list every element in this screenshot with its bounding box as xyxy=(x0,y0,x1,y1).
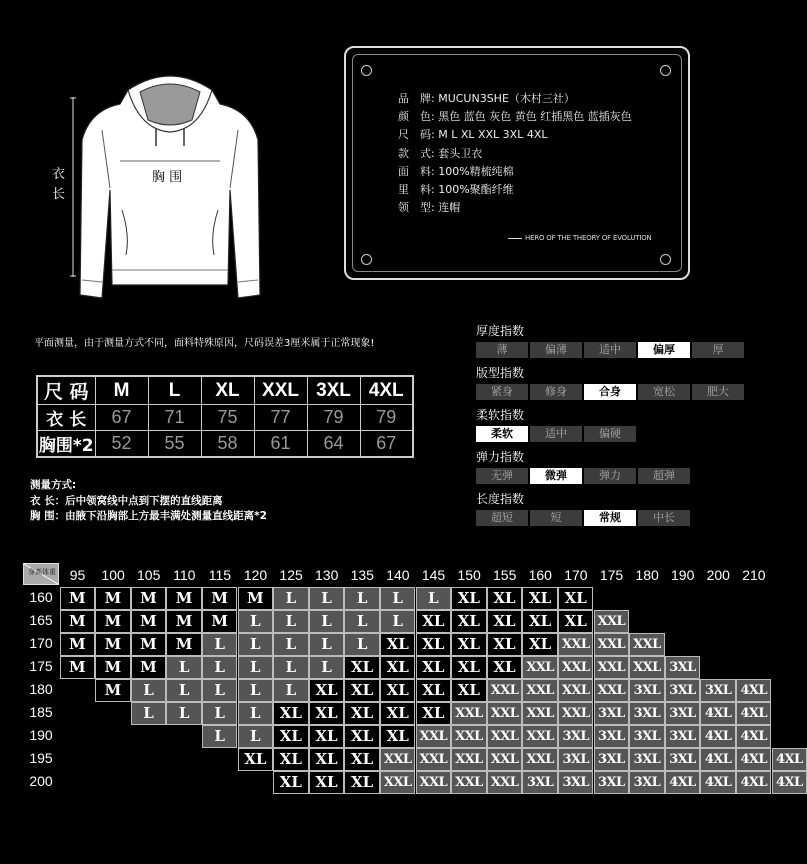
size-cell: XL xyxy=(380,633,416,656)
weight-label: 210 xyxy=(742,567,766,583)
size-cell: XL xyxy=(451,587,487,610)
size-cell: 3XL xyxy=(594,748,630,771)
card-rivet xyxy=(660,65,671,76)
index-option: 厚 xyxy=(692,342,744,358)
size-cell: XL xyxy=(273,725,309,748)
size-cell: XL xyxy=(451,610,487,633)
size-cell: XL xyxy=(416,633,452,656)
size-cell: XL xyxy=(344,725,380,748)
size-cell: L xyxy=(380,587,416,610)
size-cell: XL xyxy=(344,679,380,702)
size-cell: M xyxy=(166,633,202,656)
size-cell: M xyxy=(202,610,238,633)
index-option: 肥大 xyxy=(692,384,744,400)
card-rivet xyxy=(361,254,372,265)
size-cell: XXL xyxy=(487,771,523,794)
index-option: 偏厚 xyxy=(638,342,690,358)
weight-label: 120 xyxy=(243,567,268,583)
size-cell: M xyxy=(238,587,274,610)
index-options xyxy=(476,342,744,358)
size-cell: M xyxy=(131,587,167,610)
size-cell: M xyxy=(131,633,167,656)
index-options xyxy=(476,384,744,400)
size-cell: XL xyxy=(380,725,416,748)
card-rivet xyxy=(660,254,671,265)
size-cell: 3XL xyxy=(629,748,665,771)
size-cell: XL xyxy=(558,610,594,633)
height-label: 165 xyxy=(29,612,53,628)
length-label-1: 衣 xyxy=(52,167,66,182)
size-cell: XXL xyxy=(487,702,523,725)
info-row xyxy=(398,108,632,126)
size-cell: 4XL xyxy=(736,748,772,771)
info-key: 面 料: xyxy=(398,164,439,178)
size-cell: 3XL xyxy=(629,702,665,725)
size-table-row-label: 胸围*2 xyxy=(37,431,95,458)
weight-label: 160 xyxy=(528,567,552,583)
size-cell: XXL xyxy=(594,656,630,679)
height-label: 180 xyxy=(29,681,53,697)
weight-label: 100 xyxy=(101,567,125,583)
height-label: 175 xyxy=(29,658,53,674)
size-cell: XL xyxy=(487,610,523,633)
index-option: 偏硬 xyxy=(584,426,636,442)
weight-label: 150 xyxy=(457,567,481,583)
grid-corner-label: 身高体重 xyxy=(28,568,56,576)
size-cell: XXL xyxy=(380,771,416,794)
info-value: 100%精梳纯棉 xyxy=(438,164,514,178)
info-key: 里 料: xyxy=(398,183,439,197)
info-row xyxy=(398,199,632,217)
index-option: 超弹 xyxy=(638,468,690,484)
index-options xyxy=(476,468,690,484)
length-arrow xyxy=(70,97,76,277)
size-table-size: 3XL xyxy=(307,376,360,405)
size-cell: L xyxy=(273,610,309,633)
info-value: 黑色 蓝色 灰色 黄色 红插黑色 蓝插灰色 xyxy=(438,110,632,124)
height-label: 160 xyxy=(29,589,53,605)
size-cell: XL xyxy=(416,610,452,633)
size-cell: M xyxy=(95,679,131,702)
index-title: 柔软指数 xyxy=(476,408,525,422)
weight-label: 110 xyxy=(173,567,196,583)
size-cell: 4XL xyxy=(665,771,701,794)
size-cell: XL xyxy=(309,679,345,702)
size-cell: 4XL xyxy=(700,725,736,748)
size-cell: 3XL xyxy=(629,725,665,748)
size-cell: M xyxy=(95,587,131,610)
size-table-value: 67 xyxy=(360,431,413,458)
info-row xyxy=(398,181,632,199)
index-option: 修身 xyxy=(530,384,582,400)
size-table-value: 52 xyxy=(95,431,148,458)
index-option: 宽松 xyxy=(638,384,690,400)
size-cell: 3XL xyxy=(665,748,701,771)
size-cell: XL xyxy=(273,771,309,794)
size-table-value: 64 xyxy=(307,431,360,458)
size-cell: M xyxy=(166,610,202,633)
size-cell: XL xyxy=(309,748,345,771)
info-row xyxy=(398,145,632,163)
size-cell: 4XL xyxy=(700,748,736,771)
size-cell: XL xyxy=(380,656,416,679)
weight-label: 105 xyxy=(137,567,161,583)
size-cell: XXL xyxy=(487,748,523,771)
size-cell: M xyxy=(60,610,96,633)
grid-corner xyxy=(23,563,59,585)
size-cell: L xyxy=(238,633,274,656)
size-cell: L xyxy=(202,679,238,702)
index-title: 厚度指数 xyxy=(476,324,525,338)
size-cell: XL xyxy=(416,702,452,725)
size-cell: 3XL xyxy=(558,748,594,771)
index-option: 薄 xyxy=(476,342,528,358)
size-cell: XXL xyxy=(629,656,665,679)
size-table-size: XL xyxy=(201,376,254,405)
size-cell: 3XL xyxy=(558,771,594,794)
size-cell: M xyxy=(95,610,131,633)
size-cell: 3XL xyxy=(665,679,701,702)
index-title: 弹力指数 xyxy=(476,450,525,464)
index-option: 紧身 xyxy=(476,384,528,400)
index-title: 长度指数 xyxy=(476,492,525,506)
info-row xyxy=(398,163,632,181)
size-cell: 3XL xyxy=(629,771,665,794)
size-cell: XXL xyxy=(558,656,594,679)
measurement-note: 平面测量，由于测量方式不同，面料特殊原因，尺码误差3厘米属于正常现象! xyxy=(34,338,375,349)
size-table-value: 58 xyxy=(201,431,254,458)
index-option: 偏薄 xyxy=(530,342,582,358)
size-cell: 3XL xyxy=(594,702,630,725)
size-cell: 4XL xyxy=(736,679,772,702)
size-cell: 4XL xyxy=(772,771,807,794)
info-key: 领 型: xyxy=(398,201,439,215)
size-table-row-label: 衣 长 xyxy=(37,405,95,431)
index-option: 超短 xyxy=(476,510,528,526)
index-option: 中长 xyxy=(638,510,690,526)
size-cell: 3XL xyxy=(700,679,736,702)
size-cell: L xyxy=(238,656,274,679)
size-cell: XL xyxy=(273,702,309,725)
weight-label: 140 xyxy=(386,567,410,583)
info-value: 连帽 xyxy=(438,201,461,215)
size-table xyxy=(36,375,414,458)
size-table-size: L xyxy=(148,376,201,405)
size-cell: XXL xyxy=(416,771,452,794)
size-cell: XXL xyxy=(522,679,558,702)
size-cell: XXL xyxy=(380,748,416,771)
size-cell: XXL xyxy=(629,633,665,656)
size-table-size: 4XL xyxy=(360,376,413,405)
size-cell: XL xyxy=(309,702,345,725)
size-cell: XXL xyxy=(594,679,630,702)
size-cell: L xyxy=(238,679,274,702)
weight-label: 135 xyxy=(350,567,374,583)
index-option: 弹力 xyxy=(584,468,636,484)
size-cell: L xyxy=(238,702,274,725)
info-row xyxy=(398,126,632,144)
size-cell: L xyxy=(202,702,238,725)
size-cell: L xyxy=(131,679,167,702)
size-cell: 4XL xyxy=(772,748,807,771)
size-cell: XL xyxy=(487,633,523,656)
measurement-method xyxy=(30,478,267,525)
hoodie-illustration xyxy=(60,70,280,310)
method-line-length: 衣 长：后中领窝线中点到下摆的直线距离 xyxy=(30,494,223,507)
size-table-value: 71 xyxy=(148,405,201,431)
size-cell: 3XL xyxy=(665,656,701,679)
size-cell: L xyxy=(344,610,380,633)
size-cell: L xyxy=(309,656,345,679)
info-value: MUCUN3SHE（木村三社） xyxy=(438,92,575,105)
index-option: 柔软 xyxy=(476,426,528,442)
size-table-size: M xyxy=(95,376,148,405)
info-value: M L XL XXL 3XL 4XL xyxy=(438,128,548,142)
size-cell: 4XL xyxy=(736,771,772,794)
product-info xyxy=(398,90,632,217)
size-cell: XL xyxy=(522,633,558,656)
size-table-value: 79 xyxy=(307,405,360,431)
size-cell: 3XL xyxy=(594,725,630,748)
size-table-value: 75 xyxy=(201,405,254,431)
size-cell: XL xyxy=(380,702,416,725)
size-cell: L xyxy=(238,725,274,748)
index-option: 合身 xyxy=(584,384,636,400)
weight-label: 145 xyxy=(421,567,446,583)
info-key: 款 式: xyxy=(398,146,439,160)
size-cell: L xyxy=(309,633,345,656)
size-cell: M xyxy=(131,656,167,679)
size-cell: XL xyxy=(344,656,380,679)
size-cell: 3XL xyxy=(558,725,594,748)
weight-label: 200 xyxy=(706,567,730,583)
weight-label: 130 xyxy=(315,567,339,583)
size-table-header-label: 尺 码 xyxy=(37,376,95,405)
chest-label: 胸 围 xyxy=(152,170,183,185)
index-option: 无弹 xyxy=(476,468,528,484)
size-cell: L xyxy=(416,587,452,610)
size-cell: XXL xyxy=(416,748,452,771)
size-cell: XXL xyxy=(522,702,558,725)
size-cell: XXL xyxy=(451,702,487,725)
size-cell: 4XL xyxy=(700,771,736,794)
size-cell: 3XL xyxy=(629,679,665,702)
size-cell: M xyxy=(131,610,167,633)
size-cell: XL xyxy=(487,587,523,610)
size-cell: L xyxy=(273,633,309,656)
size-cell: XXL xyxy=(451,725,487,748)
size-cell: L xyxy=(202,725,238,748)
size-cell: L xyxy=(273,679,309,702)
weight-label: 175 xyxy=(599,567,624,583)
size-cell: XL xyxy=(522,587,558,610)
size-table-value: 67 xyxy=(95,405,148,431)
size-table-value: 77 xyxy=(254,405,307,431)
size-cell: L xyxy=(166,656,202,679)
size-cell: XXL xyxy=(416,725,452,748)
size-cell: L xyxy=(380,610,416,633)
size-cell: XXL xyxy=(594,610,630,633)
size-cell: XL xyxy=(344,748,380,771)
index-option: 短 xyxy=(530,510,582,526)
size-cell: XXL xyxy=(451,748,487,771)
size-cell: XXL xyxy=(487,679,523,702)
height-label: 200 xyxy=(29,773,53,789)
size-cell: L xyxy=(273,656,309,679)
size-cell: XL xyxy=(451,679,487,702)
height-label: 170 xyxy=(29,635,53,651)
size-table-size: XXL xyxy=(254,376,307,405)
info-row xyxy=(398,90,632,108)
size-cell: 3XL xyxy=(594,771,630,794)
weight-label: 125 xyxy=(279,567,303,583)
size-cell: XL xyxy=(309,771,345,794)
info-key: 颜 色: xyxy=(398,110,439,124)
height-label: 195 xyxy=(29,750,53,766)
size-cell: 4XL xyxy=(736,702,772,725)
slogan: HERO OF THE THEORY OF EVOLUTION xyxy=(508,234,652,242)
size-cell: L xyxy=(309,610,345,633)
size-cell: 4XL xyxy=(700,702,736,725)
size-cell: XL xyxy=(309,725,345,748)
index-option: 适中 xyxy=(584,342,636,358)
size-cell: 3XL xyxy=(522,771,558,794)
size-cell: M xyxy=(95,656,131,679)
size-cell: XXL xyxy=(522,748,558,771)
size-cell: XXL xyxy=(487,725,523,748)
method-title: 测量方式: xyxy=(30,479,77,491)
weight-label: 115 xyxy=(208,567,232,583)
size-cell: XXL xyxy=(522,725,558,748)
index-option: 微弹 xyxy=(530,468,582,484)
size-cell: XL xyxy=(238,748,274,771)
size-cell: L xyxy=(344,633,380,656)
size-cell: XXL xyxy=(451,771,487,794)
size-cell: L xyxy=(309,587,345,610)
index-option: 适中 xyxy=(530,426,582,442)
size-table-value: 79 xyxy=(360,405,413,431)
size-cell: XL xyxy=(451,656,487,679)
size-cell: L xyxy=(131,702,167,725)
size-table-value: 61 xyxy=(254,431,307,458)
size-cell: 4XL xyxy=(736,725,772,748)
size-cell: L xyxy=(202,633,238,656)
size-cell: XL xyxy=(522,610,558,633)
size-table-value: 55 xyxy=(148,431,201,458)
size-cell: XL xyxy=(451,633,487,656)
length-label-2: 长 xyxy=(52,187,66,202)
size-cell: L xyxy=(202,656,238,679)
size-cell: XXL xyxy=(558,633,594,656)
index-options xyxy=(476,510,690,526)
size-cell: XL xyxy=(344,771,380,794)
card-rivet xyxy=(361,65,372,76)
size-cell: XXL xyxy=(594,633,630,656)
info-key: 品 牌: xyxy=(398,92,439,105)
size-cell: L xyxy=(273,587,309,610)
index-title: 版型指数 xyxy=(476,366,525,380)
size-cell: M xyxy=(60,587,96,610)
height-label: 190 xyxy=(29,727,53,743)
size-cell: M xyxy=(95,633,131,656)
index-option: 常规 xyxy=(584,510,636,526)
size-cell: 3XL xyxy=(665,725,701,748)
weight-label: 190 xyxy=(671,567,695,583)
size-cell: M xyxy=(202,587,238,610)
size-cell: M xyxy=(166,587,202,610)
size-cell: L xyxy=(238,610,274,633)
index-options xyxy=(476,426,636,442)
size-cell: L xyxy=(166,679,202,702)
weight-label: 170 xyxy=(564,567,588,583)
info-key: 尺 码: xyxy=(398,128,439,142)
weight-label: 180 xyxy=(635,567,659,583)
height-label: 185 xyxy=(29,704,53,720)
size-cell: XL xyxy=(416,679,452,702)
info-value: 100%聚酯纤维 xyxy=(438,183,514,197)
info-value: 套头卫衣 xyxy=(438,146,483,160)
size-cell: 3XL xyxy=(665,702,701,725)
size-cell: XL xyxy=(416,656,452,679)
size-cell: M xyxy=(60,633,96,656)
size-cell: XXL xyxy=(558,679,594,702)
size-cell: XL xyxy=(344,702,380,725)
size-cell: XXL xyxy=(558,702,594,725)
size-cell: L xyxy=(166,702,202,725)
size-cell: XL xyxy=(487,656,523,679)
size-cell: XXL xyxy=(522,656,558,679)
size-cell: XL xyxy=(558,587,594,610)
weight-label: 155 xyxy=(493,567,517,583)
size-cell: M xyxy=(60,656,96,679)
method-line-chest: 胸 围：由腋下沿胸部上方最丰满处测量直线距离*2 xyxy=(30,510,267,522)
size-cell: L xyxy=(344,587,380,610)
weight-label: 95 xyxy=(69,567,86,583)
size-cell: XL xyxy=(273,748,309,771)
size-cell: XL xyxy=(380,679,416,702)
